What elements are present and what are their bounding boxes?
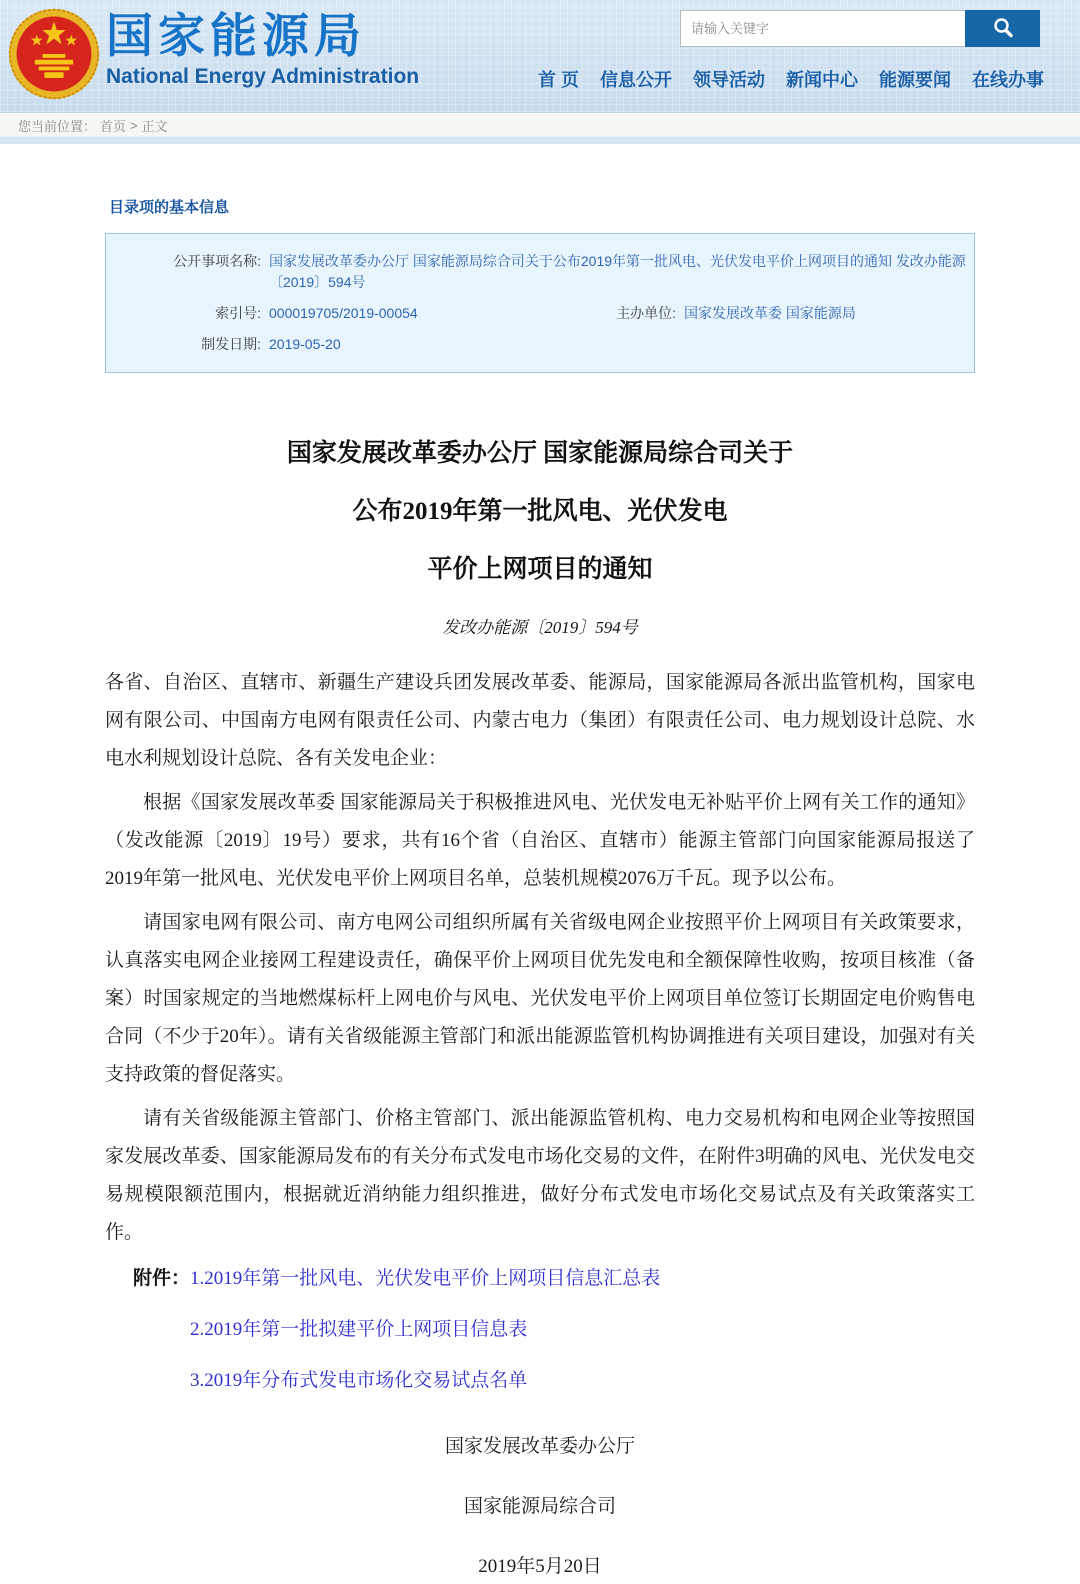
national-emblem-logo	[6, 2, 102, 106]
search-input[interactable]	[680, 10, 965, 47]
document-title-line3: 平价上网项目的通知	[427, 556, 653, 583]
site-brand	[106, 8, 419, 90]
catalog-name-value: 国家发展改革委办公厅 国家能源局综合司关于公布2019年第一批风电、光伏发电平价上网项目的通知 发改办能源〔2019〕594号	[269, 253, 966, 290]
catalog-date-label: 制发日期:	[201, 336, 261, 352]
catalog-name-label: 公开事项名称:	[173, 253, 261, 269]
attachments-label: 附件：	[133, 1268, 191, 1289]
main-content	[0, 144, 1080, 1584]
nav-item-news-center[interactable]: 新闻中心	[786, 70, 858, 90]
breadcrumb-current[interactable]: 正文	[141, 118, 168, 134]
document-title	[105, 425, 975, 599]
search-icon	[991, 15, 1015, 42]
site-header	[0, 0, 1080, 113]
nav-item-energy-news[interactable]: 能源要闻	[879, 70, 951, 90]
paragraph-grid-requirements: 请国家电网有限公司、南方电网公司组织所属有关省级电网企业按照平价上网项目有关政策要求，认真落实电网企业接网工程建设责任，确保平价上网项目优先发电和全额保障性收购，按项目核准（备案）时国家规定的当地燃煤标杆上网电价与风电、光伏发电平价上网项目单位签订长期固定电价购售电合同（不少于20年）。请有关省级能源主管部门和派出能源监管机构协调推进有关项目建设，加强对有关支持政策的督促落实。	[105, 912, 975, 1085]
search-button[interactable]	[965, 10, 1040, 47]
catalog-row-date	[106, 329, 974, 360]
catalog-index-label: 索引号:	[215, 305, 261, 321]
main-nav	[538, 66, 1044, 92]
document-title-line1: 国家发展改革委办公厅 国家能源局综合司关于	[286, 440, 794, 467]
attachment-row-1	[133, 1262, 975, 1296]
breadcrumb	[0, 113, 1080, 136]
document-number: 发改办能源〔2019〕594号	[442, 618, 638, 637]
breadcrumb-prefix: 您当前位置：	[18, 118, 97, 134]
attachment-link-3[interactable]: 3.2019年分布式发电市场化交易试点名单	[190, 1370, 528, 1391]
paragraph-basis: 根据《国家发展改革委 国家能源局关于积极推进风电、光伏发电无补贴平价上网有关工作的通知》（发改能源〔2019〕19号）要求，共有16个省（自治区、直辖市）能源主管部门向国家能源局报送了2019年第一批风电、光伏发电平价上网项目名单，总装机规模2076万千瓦。现予以公布。	[105, 792, 975, 889]
breadcrumb-separator: >	[130, 117, 138, 133]
document-date: 2019年5月20日	[478, 1556, 602, 1577]
catalog-date-value: 2019-05-20	[269, 336, 341, 352]
header-divider-strip	[0, 136, 1080, 144]
catalog-row-index-org	[106, 298, 974, 329]
nav-item-home[interactable]: 首 页	[537, 70, 579, 90]
paragraph-distributed-trading: 请有关省级能源主管部门、价格主管部门、派出能源监管机构、电力交易机构和电网企业等按照国家发展改革委、国家能源局发布的有关分布式发电市场化交易的文件，在附件3明确的风电、光伏发电交易规模限额范围内，根据就近消纳能力组织推进，做好分布式发电市场化交易试点及有关政策落实工作。	[105, 1108, 975, 1243]
catalog-org-value: 国家发展改革委 国家能源局	[684, 305, 856, 321]
document-title-line2: 公布2019年第一批风电、光伏发电	[352, 498, 728, 525]
site-title-en: National Energy Administration	[106, 65, 420, 88]
paragraph-addressees: 各省、自治区、直辖市、新疆生产建设兵团发展改革委、能源局，国家能源局各派出监管机构，国家电网有限公司、中国南方电网有限责任公司、内蒙古电力（集团）有限责任公司、电力规划设计总院、水电水利规划设计总院、各有关发电企业：	[105, 672, 975, 769]
document-paragraphs	[105, 664, 975, 1252]
breadcrumb-home-link[interactable]: 首页	[100, 118, 127, 134]
search-box	[680, 10, 1040, 47]
signature-nea-general-dept: 国家能源局综合司	[463, 1496, 616, 1517]
catalog-section-title: 目录项的基本信息	[109, 199, 230, 216]
signature-ndrc-office: 国家发展改革委办公厅	[444, 1436, 635, 1457]
attachments-list	[105, 1262, 975, 1398]
attachment-link-2[interactable]: 2.2019年第一批拟建平价上网项目信息表	[190, 1319, 528, 1340]
attachment-row-3	[190, 1364, 975, 1398]
catalog-row-name	[106, 246, 974, 298]
attachment-link-1[interactable]: 1.2019年第一批风电、光伏发电平价上网项目信息汇总表	[190, 1268, 661, 1289]
catalog-index-value: 000019705/2019-00054	[269, 305, 418, 321]
nav-item-leader-activities[interactable]: 领导活动	[693, 70, 765, 90]
catalog-org-label: 主办单位:	[616, 305, 676, 321]
document-body	[105, 425, 975, 1584]
nav-item-online-services[interactable]: 在线办事	[972, 70, 1044, 90]
signature-block	[105, 1430, 975, 1584]
site-title-cn: 国家能源局	[106, 9, 366, 62]
nav-item-info-disclosure[interactable]: 信息公开	[600, 70, 672, 90]
catalog-info-table	[105, 233, 975, 373]
attachment-row-2	[190, 1313, 975, 1347]
